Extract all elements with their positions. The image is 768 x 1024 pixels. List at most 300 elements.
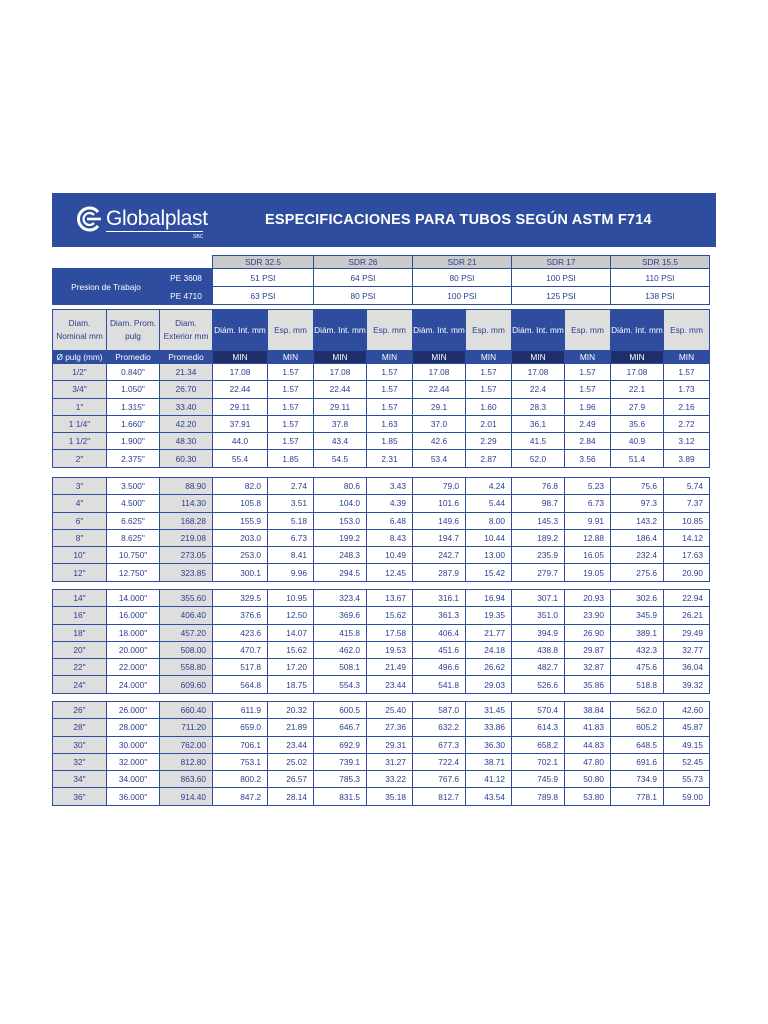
cell-esp: 28.14	[268, 788, 314, 805]
cell-esp: 10.95	[268, 590, 314, 607]
cell-diam-int: 55.4	[213, 450, 268, 467]
cell-esp: 6.73	[565, 495, 611, 512]
cell-esp: 16.05	[565, 547, 611, 564]
cell-prom: 36.000"	[107, 788, 160, 805]
cell-diam-int: 42.6	[413, 433, 466, 450]
cell-diam-int: 51.4	[611, 450, 664, 467]
cell-diam-int: 98.7	[512, 495, 565, 512]
globalplast-logo-icon	[76, 205, 104, 233]
table-row	[53, 624, 710, 641]
spec-table-group	[52, 589, 710, 694]
cell-exterior: 508.00	[160, 641, 213, 658]
sdr-label: SDR 32.5	[213, 256, 314, 269]
cell-diam-int: 194.7	[413, 529, 466, 546]
cell-esp: 9.91	[565, 512, 611, 529]
unit-min: MIN	[565, 351, 611, 364]
table-row	[53, 433, 710, 450]
cell-nominal: 20"	[53, 641, 107, 658]
cell-esp: 14.12	[664, 529, 710, 546]
table-row	[53, 547, 710, 564]
cell-prom: 28.000"	[107, 719, 160, 736]
cell-esp: 36.04	[664, 659, 710, 676]
cell-esp: 26.62	[466, 659, 512, 676]
cell-esp: 19.05	[565, 564, 611, 581]
cell-diam-int: 300.1	[213, 564, 268, 581]
cell-nominal: 1 1/4"	[53, 415, 107, 432]
cell-diam-int: 789.8	[512, 788, 565, 805]
cell-diam-int: 17.08	[611, 364, 664, 381]
cell-exterior: 26.70	[160, 381, 213, 398]
cell-diam-int: 155.9	[213, 512, 268, 529]
unit-promedio: Promedio	[107, 351, 160, 364]
cell-esp: 38.84	[565, 702, 611, 719]
cell-esp: 26.21	[664, 607, 710, 624]
cell-diam-int: 17.08	[314, 364, 367, 381]
cell-prom: 18.000"	[107, 624, 160, 641]
cell-esp: 25.40	[367, 702, 413, 719]
cell-esp: 20.32	[268, 702, 314, 719]
cell-exterior: 457.20	[160, 624, 213, 641]
cell-diam-int: 658.2	[512, 736, 565, 753]
cell-esp: 2.16	[664, 398, 710, 415]
cell-prom: 10.750"	[107, 547, 160, 564]
cell-prom: 20.000"	[107, 641, 160, 658]
cell-diam-int: 37.8	[314, 415, 367, 432]
table-row	[53, 736, 710, 753]
col-esp: Esp. mm	[268, 310, 314, 351]
cell-esp: 1.96	[565, 398, 611, 415]
cell-esp: 1.57	[565, 381, 611, 398]
unit-min: MIN	[611, 351, 664, 364]
cell-esp: 2.31	[367, 450, 413, 467]
cell-esp: 5.74	[664, 478, 710, 495]
cell-diam-int: 203.0	[213, 529, 268, 546]
cell-diam-int: 253.0	[213, 547, 268, 564]
cell-esp: 16.94	[466, 590, 512, 607]
cell-diam-int: 22.44	[413, 381, 466, 398]
cell-diam-int: 189.2	[512, 529, 565, 546]
cell-diam-int: 145.3	[512, 512, 565, 529]
cell-nominal: 32"	[53, 753, 107, 770]
cell-diam-int: 294.5	[314, 564, 367, 581]
table-row	[53, 771, 710, 788]
cell-nominal: 24"	[53, 676, 107, 693]
cell-esp: 3.12	[664, 433, 710, 450]
cell-diam-int: 394.9	[512, 624, 565, 641]
unit-min: MIN	[512, 351, 565, 364]
cell-esp: 1.57	[268, 415, 314, 432]
cell-diam-int: 800.2	[213, 771, 268, 788]
cell-esp: 31.45	[466, 702, 512, 719]
cell-esp: 7.37	[664, 495, 710, 512]
cell-diam-int: 37.0	[413, 415, 466, 432]
cell-esp: 2.74	[268, 478, 314, 495]
cell-esp: 31.27	[367, 753, 413, 770]
cell-diam-int: 702.1	[512, 753, 565, 770]
cell-exterior: 219.08	[160, 529, 213, 546]
cell-diam-int: 22.44	[213, 381, 268, 398]
col-diam-int: Diám. Int. mm	[413, 310, 466, 351]
table-row	[53, 702, 710, 719]
sdr-label: SDR 17	[512, 256, 611, 269]
cell-diam-int: 52.0	[512, 450, 565, 467]
cell-diam-int: 778.1	[611, 788, 664, 805]
cell-diam-int: 470.7	[213, 641, 268, 658]
psi-value: 80 PSI	[314, 287, 413, 305]
cell-diam-int: 329.5	[213, 590, 268, 607]
cell-prom: 30.000"	[107, 736, 160, 753]
cell-diam-int: 526.6	[512, 676, 565, 693]
cell-esp: 35.18	[367, 788, 413, 805]
cell-esp: 49.15	[664, 736, 710, 753]
col-diam-int: Diám. Int. mm	[611, 310, 664, 351]
cell-diam-int: 722.4	[413, 753, 466, 770]
cell-diam-int: 691.6	[611, 753, 664, 770]
spec-table-header	[52, 255, 710, 364]
table-row	[53, 641, 710, 658]
cell-diam-int: 554.3	[314, 676, 367, 693]
cell-esp: 2.84	[565, 433, 611, 450]
cell-diam-int: 611.9	[213, 702, 268, 719]
cell-esp: 53.80	[565, 788, 611, 805]
cell-exterior: 711.20	[160, 719, 213, 736]
spec-table-group	[52, 477, 710, 582]
cell-diam-int: 692.9	[314, 736, 367, 753]
psi-value: 138 PSI	[611, 287, 710, 305]
cell-diam-int: 451.6	[413, 641, 466, 658]
cell-esp: 32.87	[565, 659, 611, 676]
cell-esp: 25.02	[268, 753, 314, 770]
cell-prom: 34.000"	[107, 771, 160, 788]
cell-diam-int: 153.0	[314, 512, 367, 529]
cell-exterior: 660.40	[160, 702, 213, 719]
cell-esp: 22.94	[664, 590, 710, 607]
cell-diam-int: 307.1	[512, 590, 565, 607]
cell-diam-int: 235.9	[512, 547, 565, 564]
cell-diam-int: 812.7	[413, 788, 466, 805]
cell-nominal: 28"	[53, 719, 107, 736]
cell-esp: 3.56	[565, 450, 611, 467]
table-row	[53, 512, 710, 529]
cell-diam-int: 43.4	[314, 433, 367, 450]
cell-esp: 20.90	[664, 564, 710, 581]
psi-value: 64 PSI	[314, 269, 413, 287]
cell-esp: 36.30	[466, 736, 512, 753]
cell-prom: 12.750"	[107, 564, 160, 581]
unit-promedio: Promedio	[160, 351, 213, 364]
cell-esp: 6.73	[268, 529, 314, 546]
cell-prom: 2.375"	[107, 450, 160, 467]
cell-esp: 14.07	[268, 624, 314, 641]
cell-diam-int: 632.2	[413, 719, 466, 736]
cell-esp: 27.36	[367, 719, 413, 736]
cell-esp: 19.35	[466, 607, 512, 624]
cell-diam-int: 76.8	[512, 478, 565, 495]
cell-esp: 33.22	[367, 771, 413, 788]
cell-esp: 1.73	[664, 381, 710, 398]
cell-esp: 1.85	[268, 450, 314, 467]
table-row	[53, 364, 710, 381]
cell-diam-int: 369.6	[314, 607, 367, 624]
cell-prom: 32.000"	[107, 753, 160, 770]
cell-nominal: 10"	[53, 547, 107, 564]
unit-min: MIN	[413, 351, 466, 364]
cell-diam-int: 767.6	[413, 771, 466, 788]
psi-value: 51 PSI	[213, 269, 314, 287]
cell-esp: 10.44	[466, 529, 512, 546]
cell-nominal: 18"	[53, 624, 107, 641]
cell-diam-int: 406.4	[413, 624, 466, 641]
cell-diam-int: 36.1	[512, 415, 565, 432]
cell-diam-int: 248.3	[314, 547, 367, 564]
cell-prom: 8.625"	[107, 529, 160, 546]
cell-diam-int: 564.8	[213, 676, 268, 693]
cell-esp: 3.89	[664, 450, 710, 467]
cell-esp: 5.18	[268, 512, 314, 529]
cell-diam-int: 605.2	[611, 719, 664, 736]
cell-exterior: 863.60	[160, 771, 213, 788]
cell-esp: 1.63	[367, 415, 413, 432]
cell-esp: 44.83	[565, 736, 611, 753]
sdr-label: SDR 26	[314, 256, 413, 269]
cell-exterior: 914.40	[160, 788, 213, 805]
cell-esp: 20.93	[565, 590, 611, 607]
cell-esp: 1.57	[367, 381, 413, 398]
table-row	[53, 676, 710, 693]
cell-diam-int: 232.4	[611, 547, 664, 564]
cell-esp: 8.00	[466, 512, 512, 529]
cell-diam-int: 785.3	[314, 771, 367, 788]
cell-esp: 26.90	[565, 624, 611, 641]
cell-exterior: 323.85	[160, 564, 213, 581]
units-row	[53, 351, 710, 364]
cell-diam-int: 659.0	[213, 719, 268, 736]
cell-diam-int: 101.6	[413, 495, 466, 512]
cell-diam-int: 29.11	[213, 398, 268, 415]
cell-nominal: 8"	[53, 529, 107, 546]
cell-diam-int: 706.1	[213, 736, 268, 753]
cell-diam-int: 508.1	[314, 659, 367, 676]
cell-esp: 17.20	[268, 659, 314, 676]
cell-esp: 1.57	[664, 364, 710, 381]
cell-esp: 39.32	[664, 676, 710, 693]
cell-diam-int: 739.1	[314, 753, 367, 770]
cell-diam-int: 37.91	[213, 415, 268, 432]
cell-diam-int: 677.3	[413, 736, 466, 753]
cell-prom: 4.500"	[107, 495, 160, 512]
cell-esp: 15.62	[268, 641, 314, 658]
cell-prom: 24.000"	[107, 676, 160, 693]
cell-esp: 5.44	[466, 495, 512, 512]
cell-diam-int: 29.11	[314, 398, 367, 415]
col-diam-int: Diám. Int. mm	[314, 310, 367, 351]
cell-diam-int: 518.8	[611, 676, 664, 693]
cell-esp: 6.48	[367, 512, 413, 529]
pe4710-label: PE 4710	[160, 287, 213, 305]
cell-esp: 8.43	[367, 529, 413, 546]
cell-esp: 4.39	[367, 495, 413, 512]
cell-diam-int: 753.1	[213, 753, 268, 770]
cell-prom: 0.840"	[107, 364, 160, 381]
cell-esp: 33.86	[466, 719, 512, 736]
cell-diam-int: 80.6	[314, 478, 367, 495]
col-esp: Esp. mm	[565, 310, 611, 351]
cell-diam-int: 17.08	[512, 364, 565, 381]
cell-exterior: 812.80	[160, 753, 213, 770]
pe3608-label: PE 3608	[160, 269, 213, 287]
cell-exterior: 60.30	[160, 450, 213, 467]
cell-esp: 2.29	[466, 433, 512, 450]
cell-esp: 13.00	[466, 547, 512, 564]
cell-esp: 9.96	[268, 564, 314, 581]
cell-esp: 1.57	[466, 364, 512, 381]
cell-diam-int: 648.5	[611, 736, 664, 753]
header-banner	[52, 193, 716, 247]
cell-esp: 1.57	[268, 381, 314, 398]
cell-esp: 2.49	[565, 415, 611, 432]
cell-exterior: 21.34	[160, 364, 213, 381]
cell-esp: 10.49	[367, 547, 413, 564]
pe3608-row	[53, 269, 710, 287]
cell-esp: 52.45	[664, 753, 710, 770]
cell-nominal: 1/2"	[53, 364, 107, 381]
cell-prom: 1.050"	[107, 381, 160, 398]
cell-diam-int: 323.4	[314, 590, 367, 607]
cell-diam-int: 27.9	[611, 398, 664, 415]
col-diam-int: Diám. Int. mm	[213, 310, 268, 351]
col-esp: Esp. mm	[466, 310, 512, 351]
cell-diam-int: 541.8	[413, 676, 466, 693]
cell-diam-int: 734.9	[611, 771, 664, 788]
logo-text: Globalplast	[106, 207, 208, 230]
cell-esp: 55.73	[664, 771, 710, 788]
table-row	[53, 564, 710, 581]
cell-prom: 1.315"	[107, 398, 160, 415]
cell-esp: 15.42	[466, 564, 512, 581]
cell-diam-int: 351.0	[512, 607, 565, 624]
cell-nominal: 26"	[53, 702, 107, 719]
cell-diam-int: 79.0	[413, 478, 466, 495]
cell-esp: 12.45	[367, 564, 413, 581]
cell-diam-int: 562.0	[611, 702, 664, 719]
cell-prom: 26.000"	[107, 702, 160, 719]
table-row	[53, 415, 710, 432]
unit-min: MIN	[268, 351, 314, 364]
cell-diam-int: 847.2	[213, 788, 268, 805]
cell-esp: 12.88	[565, 529, 611, 546]
cell-nominal: 22"	[53, 659, 107, 676]
cell-nominal: 3"	[53, 478, 107, 495]
globalplast-logo	[76, 204, 216, 238]
cell-nominal: 30"	[53, 736, 107, 753]
cell-exterior: 88.90	[160, 478, 213, 495]
cell-esp: 21.77	[466, 624, 512, 641]
cell-esp: 21.89	[268, 719, 314, 736]
cell-esp: 1.57	[466, 381, 512, 398]
cell-diam-int: 279.7	[512, 564, 565, 581]
presion-label: Presion de Trabajo	[53, 269, 160, 305]
cell-exterior: 558.80	[160, 659, 213, 676]
cell-exterior: 33.40	[160, 398, 213, 415]
cell-nominal: 36"	[53, 788, 107, 805]
cell-diam-int: 53.4	[413, 450, 466, 467]
cell-diam-int: 423.6	[213, 624, 268, 641]
col-esp: Esp. mm	[367, 310, 413, 351]
cell-diam-int: 570.4	[512, 702, 565, 719]
cell-diam-int: 17.08	[213, 364, 268, 381]
cell-esp: 12.50	[268, 607, 314, 624]
cell-esp: 29.49	[664, 624, 710, 641]
table-row	[53, 607, 710, 624]
cell-esp: 29.87	[565, 641, 611, 658]
cell-diam-int: 496.6	[413, 659, 466, 676]
sdr-row	[53, 256, 710, 269]
unit-min: MIN	[213, 351, 268, 364]
sdr-label: SDR 21	[413, 256, 512, 269]
cell-esp: 1.57	[268, 364, 314, 381]
unit-min: MIN	[664, 351, 710, 364]
cell-esp: 3.43	[367, 478, 413, 495]
cell-nominal: 1"	[53, 398, 107, 415]
cell-exterior: 609.60	[160, 676, 213, 693]
cell-diam-int: 40.9	[611, 433, 664, 450]
psi-value: 100 PSI	[512, 269, 611, 287]
cell-diam-int: 22.1	[611, 381, 664, 398]
cell-diam-int: 44.0	[213, 433, 268, 450]
cell-diam-int: 600.5	[314, 702, 367, 719]
cell-diam-int: 28.3	[512, 398, 565, 415]
cell-exterior: 42.20	[160, 415, 213, 432]
unit-min: MIN	[466, 351, 512, 364]
cell-diam-int: 587.0	[413, 702, 466, 719]
cell-diam-int: 614.3	[512, 719, 565, 736]
cell-esp: 1.85	[367, 433, 413, 450]
cell-esp: 35.86	[565, 676, 611, 693]
cell-diam-int: 831.5	[314, 788, 367, 805]
psi-value: 125 PSI	[512, 287, 611, 305]
table-row	[53, 381, 710, 398]
table-row	[53, 590, 710, 607]
cell-diam-int: 97.3	[611, 495, 664, 512]
cell-prom: 1.660"	[107, 415, 160, 432]
cell-prom: 3.500"	[107, 478, 160, 495]
cell-nominal: 1 1/2"	[53, 433, 107, 450]
cell-diam-int: 361.3	[413, 607, 466, 624]
cell-esp: 23.44	[367, 676, 413, 693]
cell-esp: 29.03	[466, 676, 512, 693]
col-diam-exterior: Diam. Exterior mm	[160, 310, 213, 351]
cell-diam-int: 143.2	[611, 512, 664, 529]
table-row	[53, 450, 710, 467]
spec-table-group	[52, 701, 710, 806]
cell-diam-int: 316.1	[413, 590, 466, 607]
cell-diam-int: 376.6	[213, 607, 268, 624]
cell-diam-int: 82.0	[213, 478, 268, 495]
cell-esp: 50.80	[565, 771, 611, 788]
cell-exterior: 406.40	[160, 607, 213, 624]
cell-esp: 1.57	[268, 398, 314, 415]
logo-underline	[106, 231, 203, 232]
cell-esp: 1.57	[367, 364, 413, 381]
cell-diam-int: 302.6	[611, 590, 664, 607]
cell-nominal: 16"	[53, 607, 107, 624]
cell-esp: 26.57	[268, 771, 314, 788]
cell-esp: 41.12	[466, 771, 512, 788]
cell-diam-int: 646.7	[314, 719, 367, 736]
cell-diam-int: 745.9	[512, 771, 565, 788]
cell-prom: 6.625"	[107, 512, 160, 529]
cell-nominal: 14"	[53, 590, 107, 607]
